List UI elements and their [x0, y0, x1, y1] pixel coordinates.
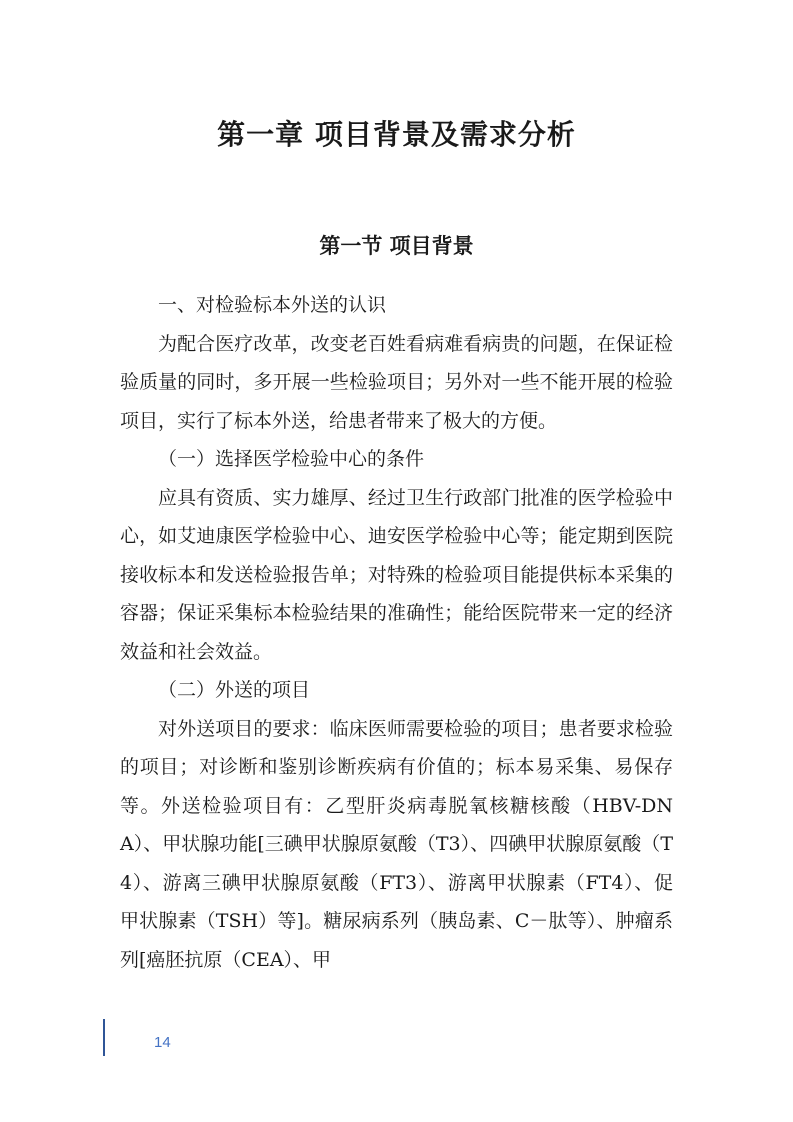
section-title: 第一节 项目背景 — [319, 234, 474, 259]
page-number: 14 — [154, 1034, 171, 1051]
paragraph-intro: 为配合医疗改革，改变老百姓看病难看病贵的问题，在保证检验质量的同时，多开展一些检验项目；另外对一些不能开展的检验项目，实行了标本外送，给患者带来了极大的方便。 — [120, 332, 673, 432]
paragraph-outsourced-items: 对外送项目的要求：临床医师需要检验的项目；患者要求检验的项目；对诊断和鉴别诊断疾病有价值的；标本易采集、易保存等。外送检验项目有：乙型肝炎病毒脱氧核糖核酸（HBV-DNA）、甲状腺功能[三碘甲状腺原氨酸（T3）、四碘甲状腺原氨酸（T4）、游离三碘甲状腺原氨酸（FT3）、游离甲状腺素（FT4）、促甲状腺素（TSH）等]。糖尿病系列（胰岛素、C－肽等）、肿瘤系列[癌胚抗原（CEA）、甲 — [120, 717, 673, 971]
chapter-title: 第一章 项目背景及需求分析 — [217, 117, 576, 151]
footer-accent-bar — [103, 1019, 105, 1056]
heading-1-recognition: 一、对检验标本外送的认识 — [158, 294, 387, 316]
document-body — [120, 286, 673, 979]
subheading-outsourced-items: （二）外送的项目 — [158, 679, 311, 701]
subheading-center-conditions: （一）选择医学检验中心的条件 — [158, 448, 425, 470]
paragraph-center-conditions: 应具有资质、实力雄厚、经过卫生行政部门批准的医学检验中心，如艾迪康医学检验中心、迪安医学检验中心等；能定期到医院接收标本和发送检验报告单；对特殊的检验项目能提供标本采集的容器；保证采集标本检验结果的准确性；能给医院带来一定的经济效益和社会效益。 — [120, 486, 673, 663]
